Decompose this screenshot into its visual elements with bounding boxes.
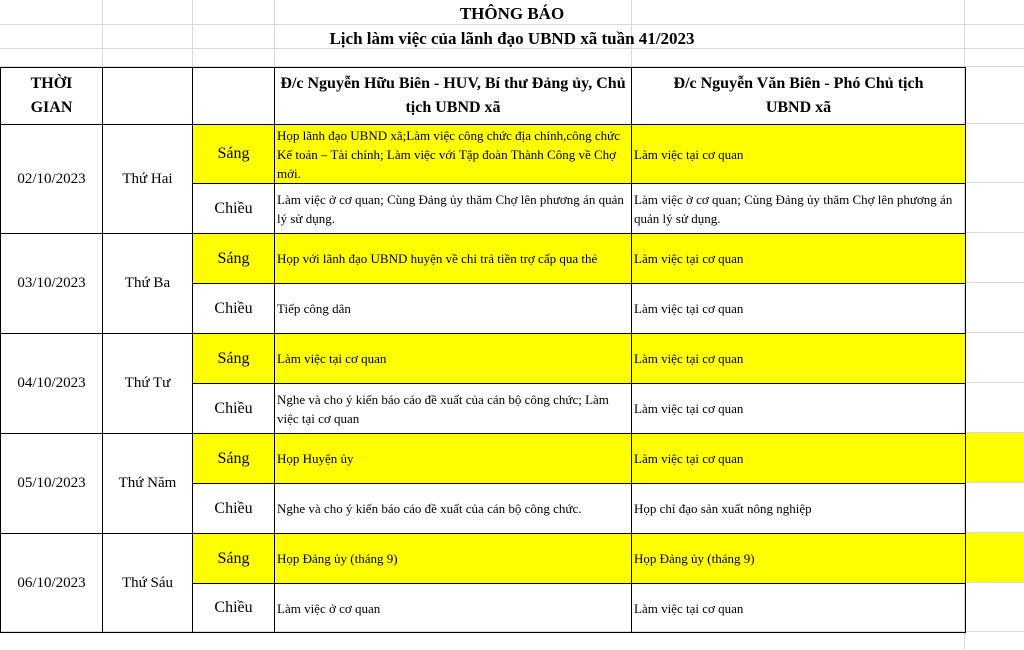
session-afternoon: Chiều <box>193 584 275 633</box>
weekday-cell: Thứ Hai <box>103 125 193 234</box>
notice-title: THÔNG BÁO <box>459 4 565 23</box>
date-cell: 03/10/2023 <box>1 234 103 334</box>
schedule-table <box>0 67 966 633</box>
leader2-task: Làm việc tại cơ quan <box>632 284 966 334</box>
session-afternoon: Chiều <box>193 184 275 234</box>
leader2-task: Làm việc tại cơ quan <box>632 125 966 184</box>
date-cell: 06/10/2023 <box>1 534 103 633</box>
leader1-task: Làm việc ở cơ quan; Cùng Đảng ủy thăm Chợ lên phương án quản lý sử dụng. <box>275 184 632 234</box>
leader1-task: Họp Huyện ủy <box>275 434 632 484</box>
time-header: THỜI GIAN <box>1 68 103 125</box>
leader2-task: Làm việc tại cơ quan <box>632 334 966 384</box>
session-morning: Sáng <box>193 234 275 284</box>
table-row <box>1 234 966 284</box>
leader1-task: Họp lãnh đạo UBND xã;Làm việc công chức địa chính,công chức Kế toán – Tài chính; Làm việc với Tập đoàn Thành Công về Chợ mới. <box>275 125 632 184</box>
leader1-header: Đ/c Nguyễn Hữu Biên - HUV, Bí thư Đảng ủy, Chủ tịch UBND xã <box>275 68 632 125</box>
highlight-cell <box>965 533 1024 582</box>
session-morning: Sáng <box>193 334 275 384</box>
table-row <box>1 334 966 384</box>
leader1-task: Tiếp công dân <box>275 284 632 334</box>
session-afternoon: Chiều <box>193 484 275 534</box>
leader2-header: Đ/c Nguyễn Văn Biên - Phó Chủ tịch UBND xã <box>632 68 966 125</box>
leader2-task: Làm việc tại cơ quan <box>632 234 966 284</box>
leader1-task: Làm việc ở cơ quan <box>275 584 632 633</box>
leader2-task: Làm việc tại cơ quan <box>632 434 966 484</box>
leader2-task: Họp chỉ đạo sản xuất nông nghiệp <box>632 484 966 534</box>
table-row <box>1 534 966 584</box>
session-morning: Sáng <box>193 534 275 584</box>
notice-subtitle: Lịch làm việc của lãnh đạo UBND xã tuần 41/2023 <box>329 29 695 48</box>
session-afternoon: Chiều <box>193 284 275 334</box>
header-row <box>1 68 966 125</box>
weekday-cell: Thứ Tư <box>103 334 193 434</box>
weekday-cell: Thứ Ba <box>103 234 193 334</box>
weekday-header <box>103 68 193 125</box>
leader2-task: Làm việc tại cơ quan <box>632 384 966 434</box>
date-cell: 02/10/2023 <box>1 125 103 234</box>
session-morning: Sáng <box>193 434 275 484</box>
date-cell: 04/10/2023 <box>1 334 103 434</box>
table-row <box>1 125 966 184</box>
leader1-task: Nghe và cho ý kiến báo cáo đề xuất của cán bộ công chức; Làm việc tại cơ quan <box>275 384 632 434</box>
leader1-task: Làm việc tại cơ quan <box>275 334 632 384</box>
leader2-task: Họp Đảng ủy (tháng 9) <box>632 534 966 584</box>
date-cell: 05/10/2023 <box>1 434 103 534</box>
table-row <box>1 434 966 484</box>
leader1-task: Họp với lãnh đạo UBND huyện về chi trả tiền trợ cấp qua thẻ <box>275 234 632 284</box>
leader2-task: Làm việc tại cơ quan <box>632 584 966 633</box>
leader1-task: Nghe và cho ý kiến báo cáo đề xuất của cán bộ công chức. <box>275 484 632 534</box>
weekday-cell: Thứ Sáu <box>103 534 193 633</box>
session-morning: Sáng <box>193 125 275 184</box>
highlight-cell <box>965 433 1024 482</box>
session-header <box>193 68 275 125</box>
leader2-task: Làm việc ở cơ quan; Cùng Đảng ủy thăm Chợ lên phương án quản lý sử dụng. <box>632 184 966 234</box>
weekday-cell: Thứ Năm <box>103 434 193 534</box>
session-afternoon: Chiều <box>193 384 275 434</box>
leader1-task: Họp Đảng ủy (tháng 9) <box>275 534 632 584</box>
